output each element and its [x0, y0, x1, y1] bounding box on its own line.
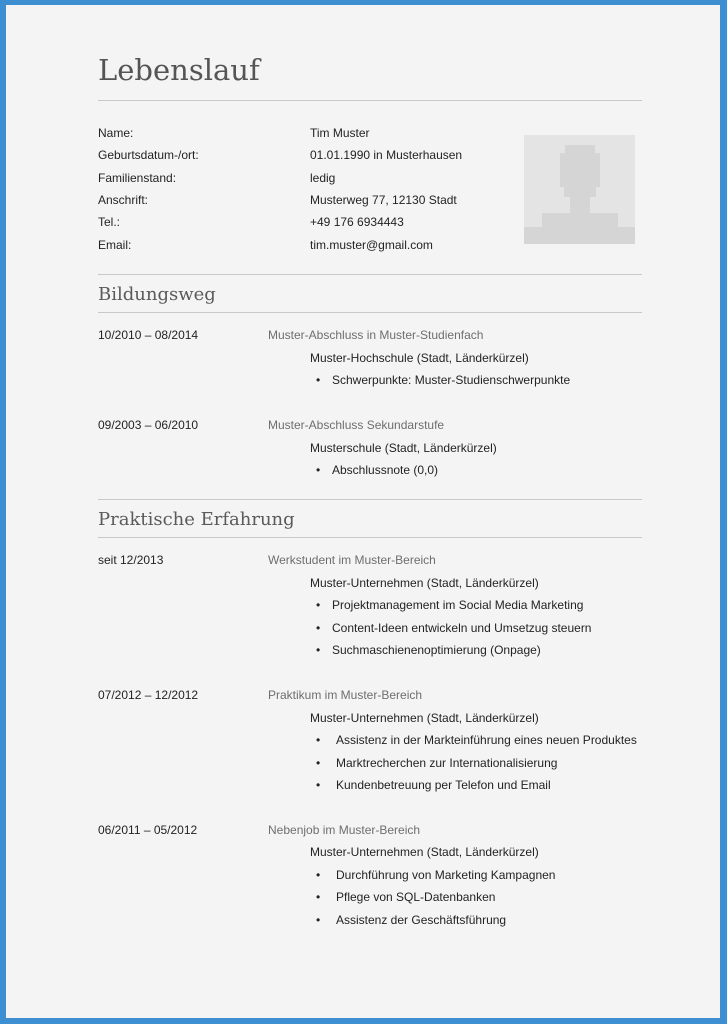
job-title: Nebenjob im Muster-Bereich — [268, 823, 421, 837]
job-bullet: Marktrecherchen zur Internationalisierung — [336, 756, 558, 770]
edu-date: 10/2010 – 08/2014 — [98, 328, 199, 342]
bullet-icon: • — [316, 890, 321, 904]
job-date: 06/2011 – 05/2012 — [98, 823, 198, 837]
job-date: seit 12/2013 — [98, 553, 164, 567]
edu-bullet: Schwerpunkte: Muster-Studienschwerpunkte — [332, 373, 571, 387]
section-divider-bottom — [98, 537, 642, 538]
value-birth: 01.01.1990 in Musterhausen — [310, 148, 463, 162]
bullet-icon: • — [316, 868, 321, 882]
job-company: Muster-Unternehmen (Stadt, Länderkürzel) — [310, 845, 539, 859]
bullet-icon: • — [316, 598, 321, 612]
job-company: Muster-Unternehmen (Stadt, Länderkürzel) — [310, 576, 539, 590]
value-name: Tim Muster — [310, 126, 370, 140]
value-phone: +49 176 6934443 — [310, 215, 404, 229]
job-title: Werkstudent im Muster-Bereich — [268, 553, 436, 567]
job-bullet: Suchmaschienenoptimierung (Onpage) — [332, 643, 541, 657]
label-email: Email: — [98, 238, 132, 252]
edu-institution: Muster-Hochschule (Stadt, Länderkürzel) — [310, 351, 529, 365]
page-title: Lebenslauf — [98, 53, 260, 87]
edu-title: Muster-Abschluss Sekundarstufe — [268, 418, 445, 432]
edu-title: Muster-Abschluss in Muster-Studienfach — [268, 328, 484, 342]
section-divider-top — [98, 499, 642, 500]
job-company: Muster-Unternehmen (Stadt, Länderkürzel) — [310, 711, 539, 725]
bullet-icon: • — [316, 756, 321, 770]
value-email: tim.muster@gmail.com — [310, 238, 433, 252]
job-bullet: Projektmanagement im Social Media Marketing — [332, 598, 584, 612]
label-status: Familienstand: — [98, 171, 177, 185]
cv-page — [6, 5, 720, 1018]
edu-bullet: Abschlussnote (0,0) — [332, 463, 439, 477]
job-bullet: Assistenz in der Markteinführung eines neuen Produktes — [336, 733, 637, 747]
job-bullet: Content-Ideen entwickeln und Umsetzug steuern — [332, 621, 592, 635]
bullet-icon: • — [316, 463, 321, 477]
profile-photo — [524, 135, 635, 244]
bullet-icon: • — [316, 643, 321, 657]
section-divider-top — [98, 274, 642, 275]
label-phone: Tel.: — [98, 215, 121, 229]
job-title: Praktikum im Muster-Bereich — [268, 688, 423, 702]
section-heading-experience: Praktische Erfahrung — [98, 509, 295, 530]
title-divider — [98, 100, 642, 101]
bullet-icon: • — [316, 373, 321, 387]
label-name: Name: — [98, 126, 134, 140]
job-bullet: Assistenz der Geschäftsführung — [336, 913, 507, 927]
label-birth: Geburtsdatum-/ort: — [98, 148, 199, 162]
section-heading-education: Bildungsweg — [98, 284, 216, 305]
job-bullet: Durchführung von Marketing Kampagnen — [336, 868, 556, 882]
job-bullet: Pflege von SQL-Datenbanken — [336, 890, 496, 904]
value-address: Musterweg 77, 12130 Stadt — [310, 193, 457, 207]
person-silhouette-icon — [524, 135, 635, 244]
bullet-icon: • — [316, 621, 321, 635]
section-divider-bottom — [98, 312, 642, 313]
job-bullet: Kundenbetreuung per Telefon und Email — [336, 778, 551, 792]
bullet-icon: • — [316, 733, 321, 747]
job-date: 07/2012 – 12/2012 — [98, 688, 199, 702]
label-address: Anschrift: — [98, 193, 149, 207]
bullet-icon: • — [316, 913, 321, 927]
value-status: ledig — [310, 171, 336, 185]
bullet-icon: • — [316, 778, 321, 792]
edu-date: 09/2003 – 06/2010 — [98, 418, 199, 432]
edu-institution: Musterschule (Stadt, Länderkürzel) — [310, 441, 497, 455]
